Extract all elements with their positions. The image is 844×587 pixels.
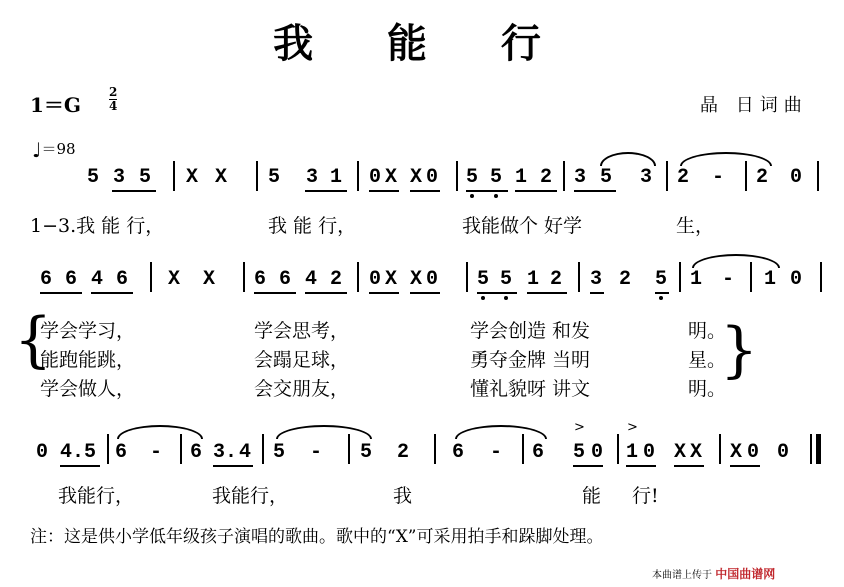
note: 0 bbox=[591, 441, 604, 464]
beam bbox=[91, 292, 133, 294]
tempo-value: ＝98 bbox=[41, 140, 76, 158]
bar-line bbox=[466, 262, 468, 292]
bar-line bbox=[150, 262, 152, 292]
note: 5 bbox=[84, 441, 97, 464]
lyric: 我 bbox=[393, 485, 413, 507]
note: 6 bbox=[116, 268, 129, 291]
slur bbox=[455, 425, 547, 439]
note: X bbox=[168, 268, 181, 291]
bar-line bbox=[243, 262, 245, 292]
lyric: 1−3.我 能 行， bbox=[30, 215, 165, 237]
composer-credit: 晶 日词曲 bbox=[700, 95, 808, 116]
note: 5 bbox=[360, 441, 373, 464]
beam bbox=[573, 465, 603, 467]
lyric: 行! bbox=[632, 485, 659, 507]
note: 5 bbox=[477, 268, 490, 291]
beam bbox=[305, 190, 347, 192]
note: 1 bbox=[690, 268, 703, 291]
note: - bbox=[310, 441, 323, 464]
note: 5 bbox=[466, 166, 479, 189]
bar-line bbox=[820, 262, 822, 292]
note: 2 bbox=[540, 166, 553, 189]
note: 3 bbox=[640, 166, 653, 189]
note: 6 bbox=[254, 268, 267, 291]
lyric: 我能做个 好学 bbox=[462, 215, 583, 237]
beam bbox=[655, 292, 669, 294]
song-title: 我 能 行 bbox=[273, 20, 571, 67]
note: 0 bbox=[777, 441, 790, 464]
lyric: 学会思考， bbox=[254, 320, 350, 342]
note: 3 bbox=[306, 166, 319, 189]
note: - bbox=[150, 441, 163, 464]
lyric: 我能行， bbox=[58, 485, 135, 507]
footer-prefix: 本曲谱上传于 bbox=[652, 570, 712, 581]
note: 1 bbox=[515, 166, 528, 189]
bar-line bbox=[357, 161, 359, 191]
final-bar-thin bbox=[810, 434, 812, 464]
lyric: 能 bbox=[582, 485, 602, 507]
slur bbox=[276, 425, 372, 439]
bar-line bbox=[107, 434, 109, 464]
bar-line bbox=[578, 262, 580, 292]
tempo-marking bbox=[32, 135, 76, 162]
beam bbox=[112, 190, 156, 192]
beam bbox=[730, 465, 760, 467]
low-octave-dot bbox=[494, 194, 498, 198]
performance-note: 注：这是供小学低年级孩子演唱的歌曲。歌中的“X”可采用拍手和跺脚处理。 bbox=[30, 527, 604, 547]
beam bbox=[40, 292, 82, 294]
note: 6 bbox=[65, 268, 78, 291]
lyric: 懂礼貌呀 讲文 bbox=[470, 378, 591, 400]
note: 5 bbox=[500, 268, 513, 291]
lyric: 勇夺金牌 当明 bbox=[470, 349, 591, 371]
bar-line bbox=[563, 161, 565, 191]
lyric: 明。 bbox=[688, 320, 727, 342]
note: 5 bbox=[600, 166, 613, 189]
note: 0 bbox=[36, 441, 49, 464]
key-signature: 1＝G bbox=[30, 93, 81, 117]
beam bbox=[574, 190, 616, 192]
slur bbox=[692, 254, 780, 268]
note: 5 bbox=[655, 268, 668, 291]
note: 3 bbox=[590, 268, 603, 291]
note: 5 bbox=[87, 166, 100, 189]
footer-credit bbox=[652, 565, 775, 582]
note: 0 bbox=[426, 268, 439, 291]
note: 4 bbox=[91, 268, 104, 291]
quarter-note-icon: ♩ bbox=[32, 138, 42, 162]
note: 6 bbox=[115, 441, 128, 464]
note: 0 bbox=[369, 166, 382, 189]
lyric: 我 能 行， bbox=[268, 215, 357, 237]
note: - bbox=[722, 268, 735, 291]
lyric: 星。 bbox=[688, 349, 727, 371]
note: X bbox=[385, 166, 398, 189]
low-octave-dot bbox=[470, 194, 474, 198]
time-denominator: 4 bbox=[109, 99, 118, 113]
note: 0 bbox=[643, 441, 656, 464]
lyric: 能跑能跳， bbox=[40, 349, 136, 371]
lyric: 学会学习， bbox=[40, 320, 136, 342]
accent-mark: > bbox=[574, 420, 585, 435]
lyric: 我能行， bbox=[212, 485, 289, 507]
note: 2 bbox=[550, 268, 563, 291]
note: X bbox=[674, 441, 687, 464]
slur bbox=[117, 425, 203, 439]
time-signature bbox=[109, 86, 117, 113]
verse-brace: } bbox=[720, 315, 759, 385]
beam bbox=[369, 190, 399, 192]
note: X bbox=[215, 166, 228, 189]
bar-line bbox=[173, 161, 175, 191]
note: 6 bbox=[452, 441, 465, 464]
note: 4 bbox=[305, 268, 318, 291]
slur bbox=[680, 152, 772, 166]
note: 2 bbox=[397, 441, 410, 464]
note: 6 bbox=[279, 268, 292, 291]
beam bbox=[590, 292, 604, 294]
slur bbox=[600, 152, 656, 166]
note: 5 bbox=[490, 166, 503, 189]
low-octave-dot bbox=[504, 296, 508, 300]
beam bbox=[410, 292, 440, 294]
note: 3 bbox=[574, 166, 587, 189]
beam bbox=[410, 190, 440, 192]
note: 0 bbox=[790, 268, 803, 291]
note: 3 bbox=[113, 166, 126, 189]
time-numerator: 2 bbox=[109, 85, 118, 99]
note: X bbox=[186, 166, 199, 189]
note: 6 bbox=[190, 441, 203, 464]
note: 0 bbox=[747, 441, 760, 464]
note: - bbox=[490, 441, 503, 464]
note: 4. bbox=[60, 441, 85, 464]
site-brand: 中国曲谱网 bbox=[715, 567, 776, 581]
lyric: 会蹋足球， bbox=[254, 349, 350, 371]
verse-brace: { bbox=[14, 305, 53, 375]
beam bbox=[254, 292, 296, 294]
beam bbox=[477, 292, 517, 294]
note: X bbox=[410, 166, 423, 189]
note: 1 bbox=[330, 166, 343, 189]
bar-line bbox=[817, 161, 819, 191]
note: X bbox=[203, 268, 216, 291]
beam bbox=[515, 190, 557, 192]
note: 2 bbox=[677, 166, 690, 189]
note: X bbox=[690, 441, 703, 464]
note: 0 bbox=[426, 166, 439, 189]
note: 1 bbox=[626, 441, 639, 464]
lyric: 明。 bbox=[688, 378, 727, 400]
bar-line bbox=[262, 434, 264, 464]
beam bbox=[305, 292, 347, 294]
note: 2 bbox=[619, 268, 632, 291]
bar-line bbox=[666, 161, 668, 191]
note: X bbox=[385, 268, 398, 291]
beam bbox=[213, 465, 253, 467]
beam bbox=[527, 292, 567, 294]
note: X bbox=[410, 268, 423, 291]
note: 5 bbox=[273, 441, 286, 464]
lyric: 会交朋友， bbox=[254, 378, 350, 400]
note: 4 bbox=[239, 441, 252, 464]
note: 2 bbox=[330, 268, 343, 291]
lyric: 学会做人， bbox=[40, 378, 136, 400]
bar-line bbox=[679, 262, 681, 292]
note: 0 bbox=[369, 268, 382, 291]
note: 2 bbox=[756, 166, 769, 189]
note: 5 bbox=[573, 441, 586, 464]
note: 0 bbox=[790, 166, 803, 189]
final-bar-thick bbox=[816, 434, 821, 464]
note: - bbox=[712, 166, 725, 189]
note: X bbox=[730, 441, 743, 464]
beam bbox=[674, 465, 704, 467]
note: 5 bbox=[139, 166, 152, 189]
bar-line bbox=[357, 262, 359, 292]
note: 1 bbox=[527, 268, 540, 291]
bar-line bbox=[719, 434, 721, 464]
note: 1 bbox=[764, 268, 777, 291]
note: 3. bbox=[213, 441, 238, 464]
beam bbox=[369, 292, 399, 294]
bar-line bbox=[617, 434, 619, 464]
bar-line bbox=[434, 434, 436, 464]
beam bbox=[466, 190, 508, 192]
beam bbox=[626, 465, 656, 467]
bar-line bbox=[456, 161, 458, 191]
note: 6 bbox=[40, 268, 53, 291]
bar-line bbox=[256, 161, 258, 191]
low-octave-dot bbox=[481, 296, 485, 300]
accent-mark: > bbox=[627, 420, 638, 435]
low-octave-dot bbox=[659, 296, 663, 300]
note: 5 bbox=[268, 166, 281, 189]
note: 6 bbox=[532, 441, 545, 464]
beam bbox=[60, 465, 100, 467]
lyric: 学会创造 和发 bbox=[470, 320, 591, 342]
lyric: 生， bbox=[676, 215, 715, 237]
